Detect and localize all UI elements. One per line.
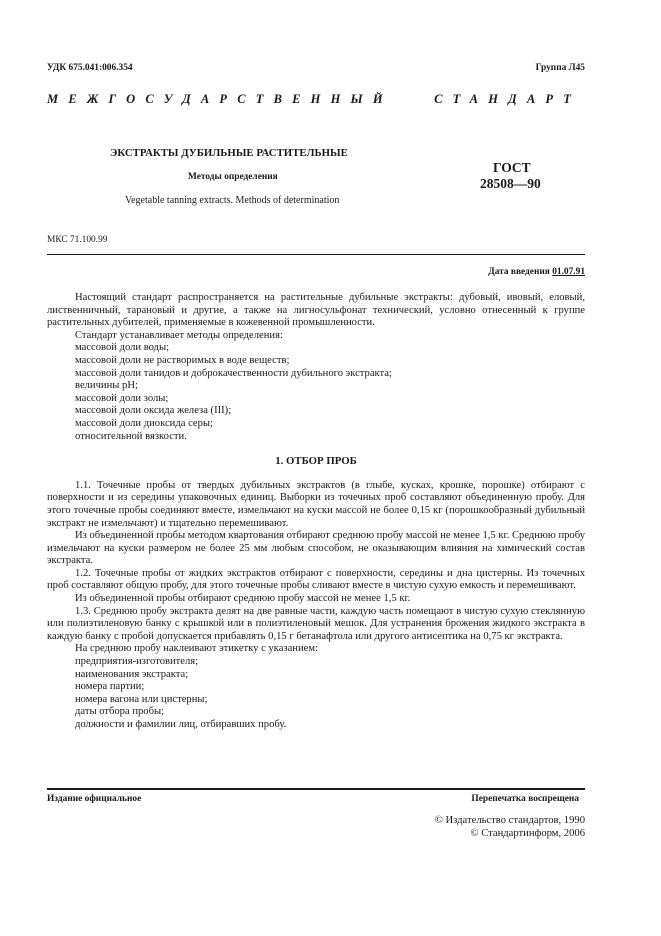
label-item: должности и фамилии лиц, отбиравших пробу. xyxy=(75,719,287,730)
effective-date-value: 01.07.91 xyxy=(552,267,585,277)
clause-1-1-cont: Из объединенной пробы методом квартования отбирают среднюю пробу массой не менее 1,5 кг. Среднюю пробу измельчают на куски размером не более 25 мм любым способом, не оказывающим влияния на химический состав экстракта. xyxy=(47,530,585,567)
gost-label: ГОСТ xyxy=(493,160,531,175)
footer-divider xyxy=(47,788,585,790)
effective-date xyxy=(488,267,585,277)
label-item: предприятия-изготовителя; xyxy=(75,656,199,668)
label-intro: На среднюю пробу наклеивают этикетку с указанием: xyxy=(75,643,318,655)
method-item: относительной вязкости. xyxy=(75,430,187,442)
effective-date-label: Дата введения xyxy=(488,267,550,277)
gost-number: 28508—90 xyxy=(480,176,541,191)
official-edition: Издание официальное xyxy=(47,794,142,804)
mks-code: МКС 71.100.99 xyxy=(47,235,108,245)
method-item: массовой доли диоксида серы; xyxy=(75,417,213,429)
copyright-1990: © Издательство стандартов, 1990 xyxy=(434,815,585,826)
intro-paragraph: Настоящий стандарт распространяется на растительные дубильные экстракты: дубовый, ивовый, еловый, лиственничный, тарановый и другие, а также на лигносульфонат технический, условно отнесенный к группе растительных дубителей, применяемые в кожевенной промышленности. xyxy=(47,292,585,329)
method-item: массовой доли танидов и доброкачественности дубильного экстракта; xyxy=(75,367,392,379)
method-item: массовой доли не растворимых в воде веществ; xyxy=(75,354,290,366)
document-subtitle: Методы определения xyxy=(188,172,278,182)
english-title: Vegetable tanning extracts. Methods of determination xyxy=(125,195,340,206)
clause-1-2: 1.2. Точечные пробы от жидких экстрактов отбирают с поверхности, середины и дна цистерны. Из точечных проб составляют общую пробу, для этого точечные пробы сливают вместе в чистую сухую емкость и перемешивают. xyxy=(47,567,585,592)
clause-1-1: 1.1. Точечные пробы от твердых дубильных экстрактов (в глыбе, кусках, крошке, порошке) отбирают с поверхности и из середины упаковочных единиц. Выборки из точечных проб составляют объединенную пробу. Для этого точечные пробы соединяют вместе, измельчают на куски массой не более 0,15 кг (порошкообразный дубильный экстракт не измельчают) и тщательно перемешивают. xyxy=(47,479,585,529)
udc-code: УДК 675.041:006.354 xyxy=(47,63,133,73)
clause-1-3: 1.3. Среднюю пробу экстракта делят на две равные части, каждую часть помещают в чистую сухую стеклянную или полиэтиленовую банку с крышкой или в полиэтиленовый мешок. Для устранения брожения жидкого экстракта в каждую банку с пробой допускается прибавлять 0,15 г бетанафтола или другого антисептика на 0,75 кг экстракта. xyxy=(47,605,585,642)
methods-intro: Стандарт устанавливает методы определения: xyxy=(75,329,283,341)
method-item: массовой доли оксида железа (III); xyxy=(75,405,232,417)
header-divider xyxy=(47,254,585,255)
copyright-2006: © Стандартинформ, 2006 xyxy=(470,828,585,839)
document-title: ЭКСТРАКТЫ ДУБИЛЬНЫЕ РАСТИТЕЛЬНЫЕ xyxy=(110,147,348,159)
section-heading: 1. ОТБОР ПРОБ xyxy=(275,455,357,468)
document-body xyxy=(47,292,585,732)
standard-banner: МЕЖГОСУДАРСТВЕННЫЙ СТАНДАРТ xyxy=(47,92,582,106)
clause-1-2-cont: Из объединенной пробы отбирают среднюю пробу массой не менее 1,5 кг. xyxy=(75,593,411,605)
method-item: величины pH; xyxy=(75,380,138,392)
method-item: массовой доли золы; xyxy=(75,392,169,404)
reprint-notice: Перепечатка воспрещена xyxy=(471,794,579,804)
label-item: наименования экстракта; xyxy=(75,668,189,680)
group-code: Группа Л45 xyxy=(535,63,585,73)
label-item: номера партии; xyxy=(75,681,145,693)
method-item: массовой доли воды; xyxy=(75,342,170,354)
label-item: номера вагона или цистерны; xyxy=(75,693,208,705)
label-item: даты отбора пробы; xyxy=(75,706,165,718)
